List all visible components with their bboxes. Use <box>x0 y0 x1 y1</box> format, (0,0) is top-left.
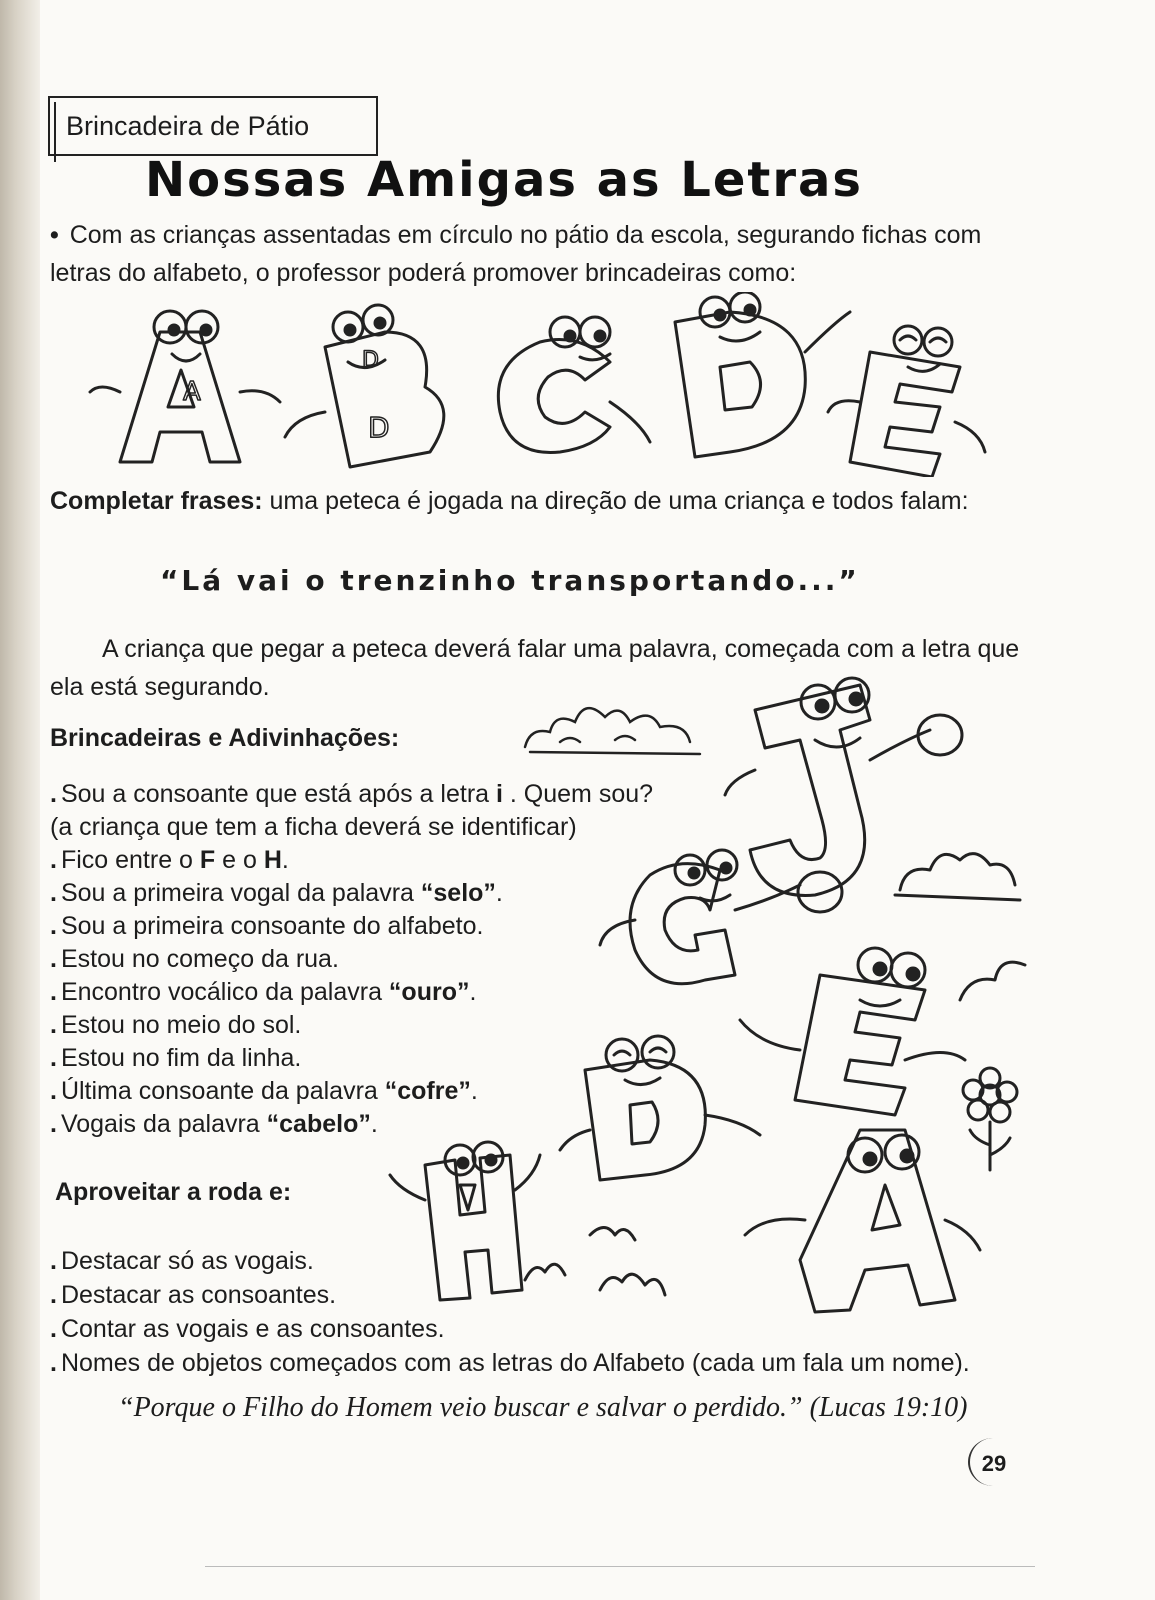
letter-g-character <box>600 850 842 984</box>
list-item: . Nomes de objetos começados com as letras do Alfabeto (cada um fala um nome). <box>50 1349 970 1377</box>
intro-text: Com as crianças assentadas em círculo no pátio da escola, segurando fichas com letras do alfabeto, o professor poderá promover brincadeiras como: <box>50 221 982 287</box>
letter-a-character <box>90 311 280 462</box>
bullet: . <box>50 780 57 808</box>
bible-verse: “Porque o Filho do Homem veio buscar e salvar o perdido.” (Lucas 19:10) <box>118 1392 968 1423</box>
bullet: . <box>50 912 57 940</box>
cartoon-letters-illustration <box>80 292 990 482</box>
list-item: . Estou no começo da rua. <box>50 945 339 973</box>
completar-label: Completar frases: <box>50 487 263 515</box>
roda-heading: Aproveitar a roda e: <box>55 1178 292 1206</box>
bullet: . <box>50 1077 57 1105</box>
bullet: . <box>50 1110 57 1138</box>
list-item: . Fico entre o F e o H. <box>50 846 289 874</box>
bullet: . <box>50 1349 57 1377</box>
bullet: . <box>50 1044 57 1072</box>
completar-paragraph <box>50 482 1030 520</box>
list-item: . Vogais da palavra “cabelo”. <box>50 1110 378 1138</box>
list-item: (a criança que tem a ficha deverá se identificar) <box>50 813 577 841</box>
letter-a-character-side <box>745 1130 980 1312</box>
page-number: 29 <box>968 1438 1020 1490</box>
grass-tufts <box>525 1228 665 1296</box>
bullet: . <box>50 978 57 1006</box>
bullet: . <box>50 1247 57 1275</box>
list-item: . Estou no meio do sol. <box>50 1011 302 1039</box>
bullet: . <box>50 846 57 874</box>
letter-j-character <box>725 678 962 895</box>
svg-text:D: D <box>362 348 379 373</box>
bullet: . <box>50 1011 57 1039</box>
list-item: . Encontro vocálico da palavra “ouro”. <box>50 978 477 1006</box>
list-item: . Destacar só as vogais. <box>50 1247 314 1275</box>
list-item: . Contar as vogais e as consoantes. <box>50 1315 445 1343</box>
trenzinho-quote: “Lá vai o trenzinho transportando...” <box>160 564 860 597</box>
letter-h-character <box>390 1142 540 1300</box>
bullet: • <box>50 221 59 249</box>
bottom-divider <box>205 1566 1035 1567</box>
letter-d-character <box>675 292 850 457</box>
bullet: . <box>50 1281 57 1309</box>
letter-c-character <box>498 317 650 453</box>
letter-e-character-side <box>740 948 965 1115</box>
side-letters-illustration <box>360 660 1040 1320</box>
letter-b-character <box>285 305 444 467</box>
book-spine-shadow <box>0 0 40 1600</box>
svg-text:D: D <box>368 411 390 444</box>
list-item: . Estou no fim da linha. <box>50 1044 302 1072</box>
section-label: Brincadeira de Pátio <box>48 96 378 156</box>
svg-text:A: A <box>183 377 201 407</box>
page-title: Nossas Amigas as Letras <box>145 152 863 208</box>
list-item: . Destacar as consoantes. <box>50 1281 337 1309</box>
flower-icon <box>963 1068 1017 1170</box>
bullet: . <box>50 879 57 907</box>
list-item: . Sou a consoante que está após a letra i . Quem sou? <box>50 780 654 808</box>
crianca-paragraph: A criança que pegar a peteca deverá falar uma palavra, começada com a letra que ela está segurando. <box>50 635 1020 701</box>
list-item: . Última consoante da palavra “cofre”. <box>50 1077 478 1105</box>
letter-d-character-side <box>560 1036 760 1180</box>
intro-paragraph <box>50 216 1040 292</box>
list-item: . Sou a primeira vogal da palavra “selo”. <box>50 879 503 907</box>
bullet: . <box>50 945 57 973</box>
list-item: . Sou a primeira consoante do alfabeto. <box>50 912 484 940</box>
completar-text: uma peteca é jogada na direção de uma criança e todos falam: <box>262 487 969 515</box>
letter-e-character <box>828 326 985 477</box>
bullet: . <box>50 1315 57 1343</box>
adivinhacoes-heading: Brincadeiras e Adivinhações: <box>50 724 400 752</box>
